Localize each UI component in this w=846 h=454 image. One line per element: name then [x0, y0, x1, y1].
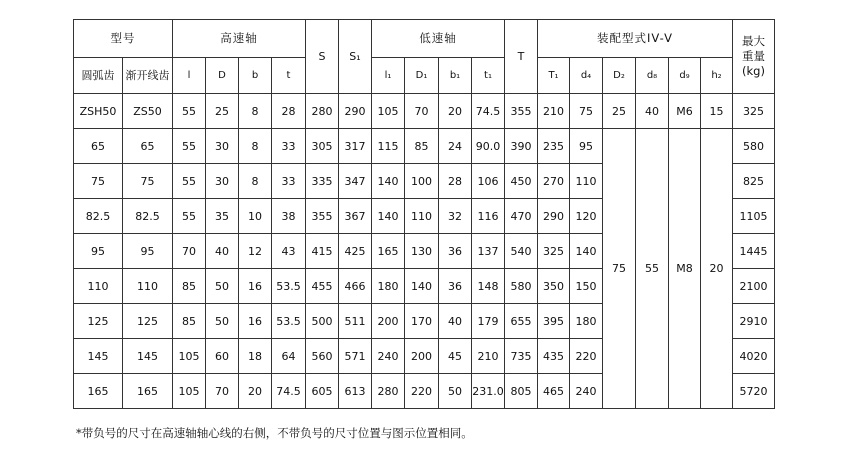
table-cell: 50: [206, 269, 239, 304]
d1-header: D₁: [405, 58, 439, 94]
table-cell: 16: [239, 304, 272, 339]
table-cell: 220: [570, 339, 603, 374]
table-cell: 10: [239, 199, 272, 234]
table-cell: 36: [439, 234, 472, 269]
table-cell: 50: [206, 304, 239, 339]
table-cell: 16: [239, 269, 272, 304]
d8-header: d₈: [636, 58, 669, 94]
s-header: S: [306, 20, 339, 94]
table-cell: 20: [701, 129, 733, 409]
b1-header: b₁: [439, 58, 472, 94]
table-cell: 465: [538, 374, 570, 409]
table-cell: 2100: [733, 269, 775, 304]
table-cell: 53.5: [272, 304, 306, 339]
table-cell: 70: [405, 94, 439, 129]
table-cell: 305: [306, 129, 339, 164]
table-cell: 82.5: [74, 199, 123, 234]
table-cell: 150: [570, 269, 603, 304]
table-cell: 325: [733, 94, 775, 129]
footnote: *带负号的尺寸在高速轴轴心线的右侧，不带负号的尺寸位置与图示位置相同。: [76, 426, 473, 440]
table-cell: 55: [173, 94, 206, 129]
arc-tooth-header: 圆弧齿: [74, 58, 123, 94]
table-cell: 435: [538, 339, 570, 374]
T1-header: T₁: [538, 58, 570, 94]
table-cell: 130: [405, 234, 439, 269]
table-cell: 74.5: [272, 374, 306, 409]
table-cell: 33: [272, 129, 306, 164]
table-cell: 85: [405, 129, 439, 164]
table-cell: 65: [123, 129, 173, 164]
table-cell: 140: [570, 234, 603, 269]
table-cell: 148: [472, 269, 505, 304]
max-weight-label: 最大重量(kg): [742, 34, 765, 78]
table-cell: 613: [339, 374, 372, 409]
table-cell: 106: [472, 164, 505, 199]
table-cell: M6: [669, 94, 701, 129]
table-cell: 165: [372, 234, 405, 269]
t1-header: t₁: [472, 58, 505, 94]
table-cell: 231.0: [472, 374, 505, 409]
table-cell: 40: [636, 94, 669, 129]
table-cell: 571: [339, 339, 372, 374]
table-cell: 170: [405, 304, 439, 339]
table-cell: 125: [74, 304, 123, 339]
table-cell: 179: [472, 304, 505, 339]
table-cell: 43: [272, 234, 306, 269]
d-header: D: [206, 58, 239, 94]
table-cell: 70: [206, 374, 239, 409]
table-cell: 20: [439, 94, 472, 129]
table-cell: 120: [570, 199, 603, 234]
l1-header: l₁: [372, 58, 405, 94]
d9-header: d₉: [669, 58, 701, 94]
table-cell: 347: [339, 164, 372, 199]
table-cell: 64: [272, 339, 306, 374]
t-small-header: t: [272, 58, 306, 94]
table-cell: 290: [538, 199, 570, 234]
table-cell: 145: [123, 339, 173, 374]
table-cell: 75: [74, 164, 123, 199]
table-cell: 28: [439, 164, 472, 199]
max-weight-header: [733, 20, 775, 94]
table-cell: 1105: [733, 199, 775, 234]
table-cell: 165: [74, 374, 123, 409]
table-cell: 30: [206, 164, 239, 199]
table-cell: M8: [669, 129, 701, 409]
table-row: [74, 94, 775, 129]
s1-header: S₁: [339, 20, 372, 94]
table-cell: 805: [505, 374, 538, 409]
table-cell: 32: [439, 199, 472, 234]
table-cell: 35: [206, 199, 239, 234]
table-cell: 36: [439, 269, 472, 304]
table-cell: 5720: [733, 374, 775, 409]
table-cell: 200: [405, 339, 439, 374]
table-cell: 500: [306, 304, 339, 339]
t-header: T: [505, 20, 538, 94]
table-cell: 540: [505, 234, 538, 269]
table-cell: 580: [733, 129, 775, 164]
table-cell: 390: [505, 129, 538, 164]
table-cell: 90.0: [472, 129, 505, 164]
table-cell: 105: [173, 339, 206, 374]
table-cell: 12: [239, 234, 272, 269]
table-cell: 140: [372, 164, 405, 199]
table-cell: 466: [339, 269, 372, 304]
table-cell: 825: [733, 164, 775, 199]
table-cell: 140: [405, 269, 439, 304]
table-cell: 105: [173, 374, 206, 409]
involute-tooth-header: 渐开线齿: [123, 58, 173, 94]
table-cell: 50: [439, 374, 472, 409]
table-cell: 55: [636, 129, 669, 409]
table-cell: 8: [239, 94, 272, 129]
table-cell: 560: [306, 339, 339, 374]
table-cell: 335: [306, 164, 339, 199]
table-cell: 367: [339, 199, 372, 234]
table-cell: 15: [701, 94, 733, 129]
table-body: [74, 94, 775, 409]
table-cell: 85: [173, 269, 206, 304]
table-cell: ZSH50: [74, 94, 123, 129]
table-cell: 511: [339, 304, 372, 339]
table-cell: 580: [505, 269, 538, 304]
assembly-type-header: 装配型式IV-V: [538, 20, 733, 58]
table-cell: 2910: [733, 304, 775, 339]
table-cell: 95: [123, 234, 173, 269]
table-cell: 60: [206, 339, 239, 374]
table-cell: 95: [570, 129, 603, 164]
table-cell: 220: [405, 374, 439, 409]
table-cell: 395: [538, 304, 570, 339]
table-cell: 33: [272, 164, 306, 199]
header-row-2: [74, 58, 775, 94]
table-cell: 18: [239, 339, 272, 374]
table-cell: 210: [538, 94, 570, 129]
table-cell: 235: [538, 129, 570, 164]
table-cell: 450: [505, 164, 538, 199]
table-cell: 8: [239, 129, 272, 164]
spec-table-container: [73, 19, 775, 409]
table-cell: 38: [272, 199, 306, 234]
table-cell: 45: [439, 339, 472, 374]
table-cell: 110: [123, 269, 173, 304]
table-cell: 425: [339, 234, 372, 269]
table-cell: 355: [306, 199, 339, 234]
table-cell: 270: [538, 164, 570, 199]
table-cell: 280: [306, 94, 339, 129]
table-cell: 74.5: [472, 94, 505, 129]
header-row-1: [74, 20, 775, 58]
table-cell: 240: [372, 339, 405, 374]
model-header: 型号: [74, 20, 173, 58]
table-cell: 180: [570, 304, 603, 339]
table-cell: 125: [123, 304, 173, 339]
table-cell: 290: [339, 94, 372, 129]
table-cell: 25: [206, 94, 239, 129]
table-cell: 75: [570, 94, 603, 129]
table-cell: 100: [405, 164, 439, 199]
dimension-table: [73, 19, 775, 409]
table-cell: 1445: [733, 234, 775, 269]
table-row: [74, 129, 775, 164]
table-cell: 55: [173, 199, 206, 234]
table-cell: 85: [173, 304, 206, 339]
d4-header: d₄: [570, 58, 603, 94]
table-cell: 240: [570, 374, 603, 409]
table-cell: 55: [173, 164, 206, 199]
table-cell: 210: [472, 339, 505, 374]
table-cell: 145: [74, 339, 123, 374]
table-cell: 455: [306, 269, 339, 304]
table-cell: 115: [372, 129, 405, 164]
table-cell: 110: [405, 199, 439, 234]
table-cell: 140: [372, 199, 405, 234]
table-cell: 95: [74, 234, 123, 269]
D2-header: D₂: [603, 58, 636, 94]
table-cell: 470: [505, 199, 538, 234]
table-cell: 655: [505, 304, 538, 339]
low-speed-shaft-header: 低速轴: [372, 20, 505, 58]
table-cell: 355: [505, 94, 538, 129]
table-cell: 110: [570, 164, 603, 199]
table-cell: 24: [439, 129, 472, 164]
table-cell: 20: [239, 374, 272, 409]
table-cell: 40: [439, 304, 472, 339]
table-cell: 65: [74, 129, 123, 164]
table-cell: ZS50: [123, 94, 173, 129]
table-cell: 28: [272, 94, 306, 129]
table-cell: 605: [306, 374, 339, 409]
table-cell: 317: [339, 129, 372, 164]
table-cell: 110: [74, 269, 123, 304]
table-cell: 75: [123, 164, 173, 199]
high-speed-shaft-header: 高速轴: [173, 20, 306, 58]
table-cell: 53.5: [272, 269, 306, 304]
table-cell: 8: [239, 164, 272, 199]
table-cell: 105: [372, 94, 405, 129]
table-cell: 415: [306, 234, 339, 269]
table-cell: 40: [206, 234, 239, 269]
table-cell: 75: [603, 129, 636, 409]
h2-header: h₂: [701, 58, 733, 94]
table-cell: 325: [538, 234, 570, 269]
table-cell: 165: [123, 374, 173, 409]
table-cell: 200: [372, 304, 405, 339]
table-cell: 735: [505, 339, 538, 374]
table-cell: 116: [472, 199, 505, 234]
table-cell: 30: [206, 129, 239, 164]
l-header: l: [173, 58, 206, 94]
table-cell: 280: [372, 374, 405, 409]
table-cell: 350: [538, 269, 570, 304]
table-cell: 137: [472, 234, 505, 269]
b-header: b: [239, 58, 272, 94]
table-cell: 4020: [733, 339, 775, 374]
table-cell: 70: [173, 234, 206, 269]
table-cell: 55: [173, 129, 206, 164]
table-cell: 82.5: [123, 199, 173, 234]
table-cell: 180: [372, 269, 405, 304]
table-cell: 25: [603, 94, 636, 129]
